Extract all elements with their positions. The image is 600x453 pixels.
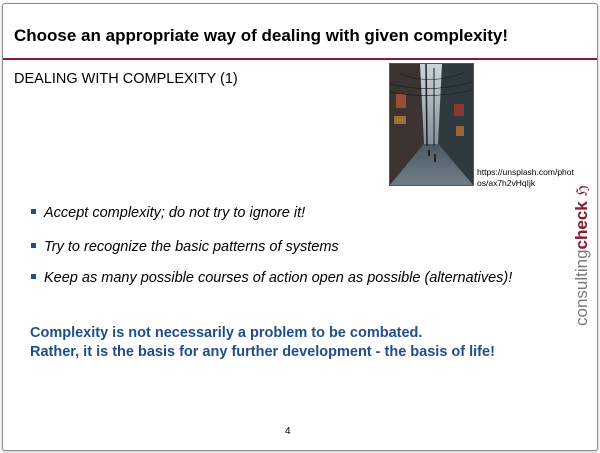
bullet-item <box>31 270 512 286</box>
logo-check: check <box>572 201 591 250</box>
logo-consulting: consulting <box>572 249 591 326</box>
slide <box>2 3 598 451</box>
consultingcheck-logo <box>572 185 592 326</box>
image-credit: https://unsplash.com/photos/ax7h2vHqIjk <box>477 167 574 188</box>
square-bullet-icon <box>31 243 36 248</box>
statement-line-2: Rather, it is the basis for any further development - the basis of life! <box>30 344 495 360</box>
title-divider <box>3 58 597 60</box>
square-bullet-icon <box>31 274 36 279</box>
key-statement <box>30 324 495 362</box>
bullet-item <box>31 205 305 221</box>
bullet-text: Try to recognize the basic patterns of systems <box>44 239 339 255</box>
bullet-text: Accept complexity; do not try to ignore it! <box>44 205 306 221</box>
slide-title: Choose an appropriate way of dealing with given complexity! <box>14 26 509 45</box>
bullet-item <box>31 239 339 255</box>
city-alley-photo <box>389 63 474 186</box>
square-bullet-icon <box>31 209 36 214</box>
statement-line-1: Complexity is not necessarily a problem to be combated. <box>30 325 423 341</box>
section-heading: DEALING WITH COMPLEXITY (1) <box>14 71 238 87</box>
bullet-text: Keep as many possible courses of action open as possible (alternatives)! <box>44 270 513 286</box>
logo-swirl-icon: ℌ <box>574 185 591 197</box>
page-number: 4 <box>285 426 291 437</box>
